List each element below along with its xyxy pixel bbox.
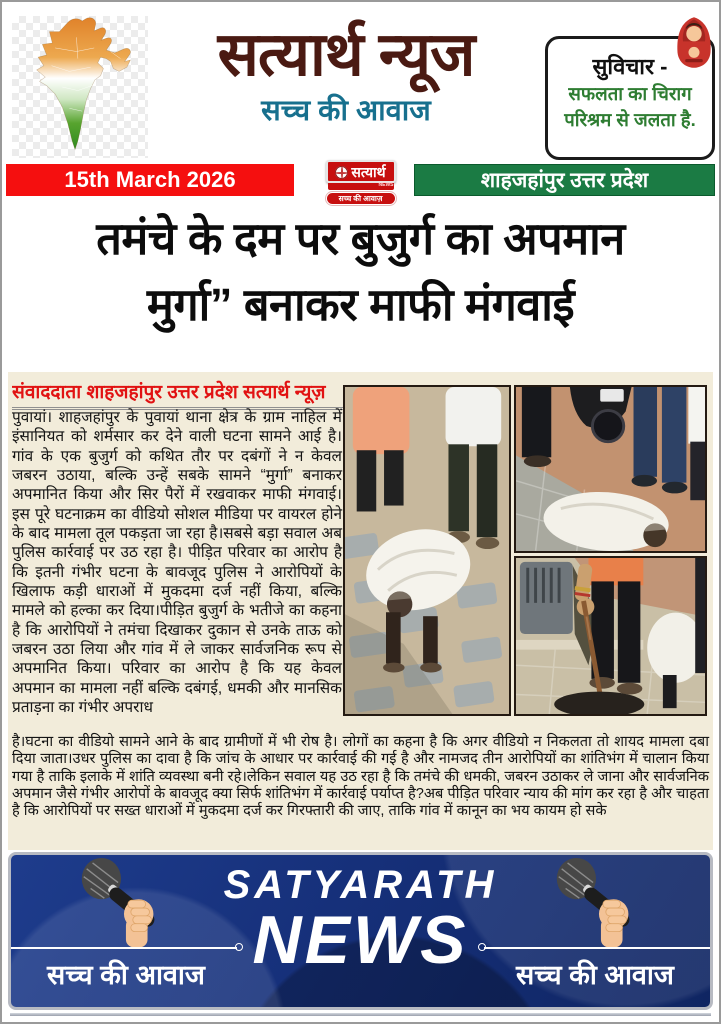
globe-icon <box>335 166 348 179</box>
paper-title: सत्यार्थ न्यूज <box>217 20 475 88</box>
banner-divider-right <box>484 947 710 949</box>
suvichar-heading: सुविचार - <box>592 54 668 79</box>
banner-divider-left <box>11 947 237 949</box>
incident-photo-2 <box>514 385 707 553</box>
byline: संवाददाता शाहजहांपुर उत्तर प्रदेश सत्यार्थ न्यूज़ <box>12 378 344 410</box>
india-map-icon <box>12 16 148 158</box>
suvichar-line-2: परिश्रम से जलता है. <box>564 109 696 130</box>
incident-photo-3 <box>514 556 707 716</box>
headline-line-1: तमंचे के दम पर बुजुर्ग का अपमान <box>96 213 625 264</box>
headline-line-2: मुर्गा” बनाकर माफी मंगवाई <box>146 279 575 330</box>
paper-tagline: सच्च की आवाज <box>261 95 431 128</box>
banner-brand-bottom: NEWS <box>252 902 469 978</box>
logo-title: सत्यार्थ <box>351 164 386 180</box>
suvichar-box <box>545 36 715 160</box>
photo-collage <box>343 385 707 716</box>
bottom-rule <box>10 1013 711 1016</box>
date-bar: 15th March 2026 <box>6 164 294 196</box>
suvichar-line-1: सफलता का चिराग <box>568 83 692 104</box>
channel-logo <box>326 160 396 205</box>
logo-tagline: सच्च की आवाज़ <box>326 192 396 205</box>
logo-subtitle: NEWS <box>328 183 394 190</box>
incident-photo-1 <box>343 385 511 716</box>
logo-box <box>326 160 396 183</box>
article-column-text: पुवायां। शाहजहांपुर के पुवायां थाना क्षेत्र के ग्राम नाहिल में इंसानियत को शर्मसार कर देने वाली घटना सामने आई है। गांव के एक बुजुर्ग को कथित तौर पर दबंगों ने न केवल जबरन उठाया, बल्कि उन्हें सबके सामने “मुर्गा” बनाकर अपमानित किया और सिर पैरों में रखवाकर माफी मंगवाई। इस पूरे घटनाक्रम का वीडियो सोशल मीडिया पर वायरल होने के बाद मामला तूल पकड़ता जा रहा है।सबसे बड़ा सवाल अब पुलिस कार्रवाई पर उठ रहा है। पीड़ित परिवार का आरोप है कि इतनी गंभीर घटना के बावजूद पुलिस ने आरोपियों के खिलाफ कड़ी धाराओं में मुकदमा दर्ज नहीं किया, बल्कि मामले को हल्का कर दिया।पीड़ित बुजुर्ग के भतीजे का कहना है कि आरोपियों ने तमंचा दिखाकर दुकान से उनके ताऊ को जबरन उठा लिया और गांव में ले जाकर सार्वजनिक रूप से अपमानित किया। परिवार का आरोप है कि यह केवल अपमान का मामला नहीं बल्कि दबंगई, धमकी और मानसिक प्रताड़ना का गंभीर अपराध <box>12 409 342 717</box>
goddess-icon <box>672 15 716 71</box>
banner-brand-top: SATYARATH <box>223 863 498 907</box>
article-bottom-text: है।घटना का वीडियो सामने आने के बाद ग्रामीणों में भी रोष है। लोगों का कहना है कि अगर वीडियो न निकलता तो शायद मामला दबा दिया जाता।उधर पुलिस का दावा है कि जांच के आधार पर कार्रवाई की गई है और नामजद तीन आरोपियों का शांतिभंग में चालान किया गया है ताकि इलाके में शांति व्यवस्था बनी रहे।लेकिन सवाल यह उठ रहा है कि तमंचे की धमकी, जबरन उठाकर ले जाना और सार्वजनिक अपमान जैसे गंभीर आरोपों के बावजूद क्या सिर्फ शांतिभंग में कार्रवाई पर्याप्त है?अब पीड़ित परिवार न्याय की मांग कर रहा है और चाहता है कि आरोपियों पर सख्त धाराओं में मुकदमा दर्ज कर गिरफ्तारी की जाए, ताकि गांव में कानून का भय कायम हो सके <box>12 734 709 820</box>
banner-tagline-right: सच्च की आवाज <box>516 960 674 990</box>
banner-tagline-left: सच्च की आवाज <box>47 960 205 990</box>
masthead <box>150 10 542 129</box>
article-section <box>8 372 713 850</box>
location-bar: शाहजहांपुर उत्तर प्रदेश <box>414 164 715 196</box>
footer-banner <box>8 852 713 1010</box>
main-headline <box>10 206 711 370</box>
